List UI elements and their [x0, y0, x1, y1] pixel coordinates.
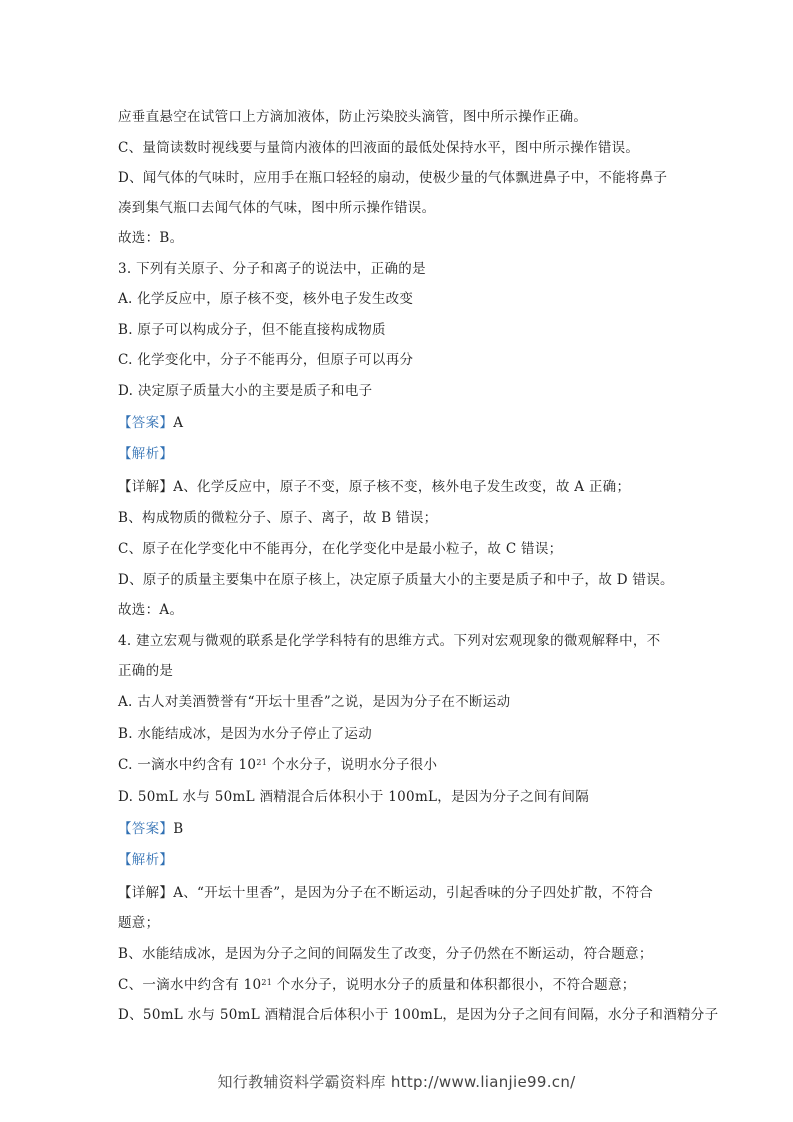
footer-watermark: 知行教辅资料学霸资料库 http://www.lianjie99.cn/ — [217, 1073, 576, 1091]
detail-text: 个水分子，说明水分子的质量和体积都很小，不符合题意； — [272, 977, 636, 993]
detail-tag: 【详解】 — [118, 885, 174, 901]
question-4-detail-3 — [118, 976, 636, 994]
detail-tag: 【详解】 — [118, 479, 174, 495]
exponent: 21 — [256, 758, 268, 767]
option-text: C. 一滴水中约含有 10 — [118, 757, 257, 773]
detail-text: C、一滴水中约含有 10 — [118, 977, 262, 993]
exponent: 21 — [261, 978, 273, 987]
question-3-stem: 3. 下列有关原子、分子和离子的说法中，正确的是 — [118, 261, 426, 277]
question-3-detail-3: C、原子在化学变化中不能再分，在化学变化中是最小粒子，故 C 错误； — [118, 541, 563, 557]
question-4-stem-1: 4. 建立宏观与微观的联系是化学学科特有的思维方式。下列对宏观现象的微观解释中，不 — [118, 633, 661, 649]
question-4-answer — [118, 820, 183, 838]
question-4-detail-1b: 题意； — [118, 915, 160, 931]
detail-text: A、“开坛十里香”，是因为分子在不断运动，引起香味的分子四处扩散，不符合 — [173, 885, 654, 901]
answer-value: B — [173, 821, 184, 837]
detail-text: A、化学反应中，原子不变，原子核不变，核外电子发生改变，故 A 正确； — [173, 479, 631, 495]
question-3-answer — [118, 414, 183, 432]
question-4-detail-4: D、50mL 水与 50mL 酒精混合后体积小于 100mL，是因为分子之间有间隔，水分子和酒精分子 — [118, 1007, 719, 1023]
question-3-option-c: C. 化学变化中，分子不能再分，但原子可以再分 — [118, 352, 414, 368]
question-4-analysis-tag — [118, 851, 173, 869]
question-3-detail-4: D、原子的质量主要集中在原子核上，决定原子质量大小的主要是质子和中子，故 D 错误。 — [118, 572, 674, 588]
analysis-tag: 【解析】 — [118, 446, 174, 462]
text-line: 凑到集气瓶口去闻气体的气味，图中所示操作错误。 — [118, 200, 436, 216]
question-4-option-d: D. 50mL 水与 50mL 酒精混合后体积小于 100mL，是因为分子之间有间隔 — [118, 789, 590, 805]
answer-tag: 【答案】 — [118, 821, 174, 837]
question-3-option-a: A. 化学反应中，原子核不变，核外电子发生改变 — [118, 291, 414, 307]
question-4-detail-2: B、水能结成冰，是因为分子之间的间隔发生了改变，分子仍然在不断运动，符合题意； — [118, 946, 653, 962]
question-4-option-c — [118, 756, 437, 774]
option-text: 个水分子，说明水分子很小 — [267, 757, 438, 773]
answer-value: A — [173, 415, 184, 431]
question-4-stem-2: 正确的是 — [118, 663, 174, 679]
question-3-analysis-tag — [118, 445, 173, 463]
question-3-option-d: D. 决定原子质量大小的主要是质子和电子 — [118, 383, 373, 399]
text-line: D、闻气体的气味时，应用手在瓶口轻轻的扇动，使极少量的气体飘进鼻子中，不能将鼻子 — [118, 170, 668, 186]
question-3-detail-2: B、构成物质的微粒分子、原子、离子，故 B 错误； — [118, 510, 438, 526]
question-3-option-b: B. 原子可以构成分子，但不能直接构成物质 — [118, 322, 386, 338]
question-4-detail-1 — [118, 884, 653, 902]
text-line: C、量筒读数时视线要与量筒内液体的凹液面的最低处保持水平，图中所示操作错误。 — [118, 140, 640, 156]
question-4-option-b: B. 水能结成冰，是因为水分子停止了运动 — [118, 726, 373, 742]
question-3-detail-1 — [118, 478, 630, 496]
text-line: 应垂直悬空在试管口上方滴加液体，防止污染胶头滴管，图中所示操作正确。 — [118, 109, 588, 125]
analysis-tag: 【解析】 — [118, 852, 174, 868]
text-line: 故选：B。 — [118, 230, 184, 246]
question-4-option-a: A. 古人对美酒赞誉有“开坛十里香”之说，是因为分子在不断运动 — [118, 694, 511, 710]
question-3-choice: 故选：A。 — [118, 602, 184, 618]
answer-tag: 【答案】 — [118, 415, 174, 431]
